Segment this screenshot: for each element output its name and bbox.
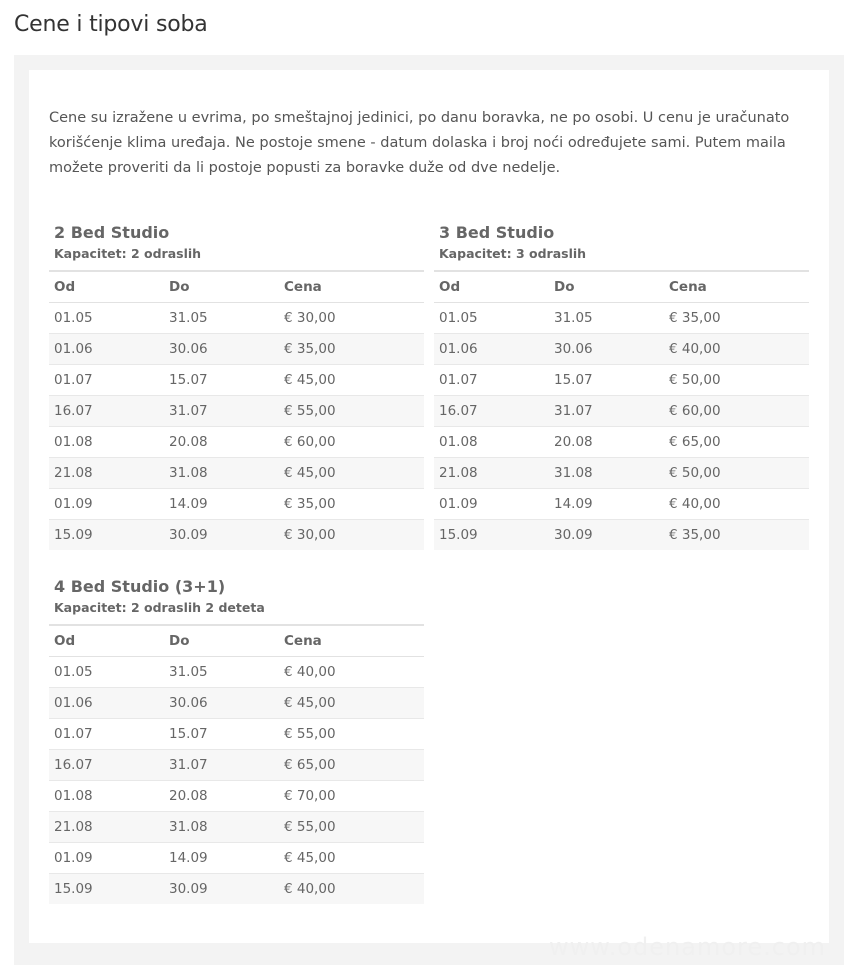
price-cell: € 55,00 [279,395,424,426]
table-row [434,395,809,426]
price-cell: € 30,00 [279,519,424,550]
column-header-do: Do [164,625,279,656]
table-row [434,519,809,550]
price-cell: € 50,00 [664,457,809,488]
price-cell: € 35,00 [664,302,809,333]
table-row [49,687,424,718]
date-to-cell: 30.09 [164,873,279,904]
column-header-do: Do [164,271,279,302]
price-table-header [434,271,809,302]
table-row [49,457,424,488]
table-row [49,395,424,426]
date-from-cell: 16.07 [49,395,164,426]
price-cell: € 60,00 [279,426,424,457]
date-to-cell: 20.08 [549,426,664,457]
price-cell: € 45,00 [279,364,424,395]
price-cell: € 30,00 [279,302,424,333]
price-cell: € 60,00 [664,395,809,426]
price-cell: € 40,00 [664,488,809,519]
price-cell: € 55,00 [279,811,424,842]
date-to-cell: 31.08 [549,457,664,488]
date-from-cell: 01.09 [49,488,164,519]
table-row [49,811,424,842]
column-header-od: Od [434,271,549,302]
date-from-cell: 01.07 [49,364,164,395]
table-row [49,656,424,687]
price-cell: € 45,00 [279,842,424,873]
price-cell: € 35,00 [279,488,424,519]
date-to-cell: 31.08 [164,811,279,842]
price-cell: € 45,00 [279,687,424,718]
date-to-cell: 31.07 [549,395,664,426]
table-row [49,873,424,904]
date-from-cell: 01.06 [434,333,549,364]
price-cell: € 40,00 [664,333,809,364]
date-from-cell: 01.08 [49,426,164,457]
watermark: www.odenamore.com [549,933,826,961]
table-row [434,302,809,333]
date-to-cell: 15.07 [164,718,279,749]
date-to-cell: 31.05 [164,302,279,333]
table-row [434,333,809,364]
table-row [49,364,424,395]
column-header-do: Do [549,271,664,302]
price-cell: € 50,00 [664,364,809,395]
date-to-cell: 31.05 [549,302,664,333]
date-from-cell: 21.08 [49,811,164,842]
date-to-cell: 30.06 [164,687,279,718]
room-4-bed-studio [49,576,424,904]
table-row [49,426,424,457]
table-row [434,364,809,395]
date-from-cell: 01.08 [49,780,164,811]
price-cell: € 65,00 [279,749,424,780]
date-to-cell: 31.05 [164,656,279,687]
column-header-od: Od [49,625,164,656]
date-to-cell: 14.09 [164,488,279,519]
content-card [29,70,829,943]
price-table [434,270,809,550]
date-from-cell: 16.07 [49,749,164,780]
date-to-cell: 31.08 [164,457,279,488]
date-from-cell: 01.07 [434,364,549,395]
date-from-cell: 16.07 [434,395,549,426]
table-row [49,780,424,811]
date-from-cell: 01.08 [434,426,549,457]
intro-text: Cene su izražene u evrima, po smeštajnoj jedinici, po danu boravka, ne po osobi. U cenu je uračunato korišćenje klima uređaja. Ne postoje smene - datum dolaska i broj noći određujete sami. Putem maila možete proveriti da li postoje popusti za boravke duže od dve nedelje. [49,110,790,176]
price-cell: € 40,00 [279,656,424,687]
date-from-cell: 01.09 [434,488,549,519]
table-row [49,842,424,873]
date-to-cell: 30.06 [549,333,664,364]
date-from-cell: 21.08 [434,457,549,488]
date-to-cell: 30.09 [549,519,664,550]
date-from-cell: 01.05 [49,656,164,687]
price-cell: € 45,00 [279,457,424,488]
date-from-cell: 01.09 [49,842,164,873]
column-header-cena: Cena [664,271,809,302]
price-table-header [49,625,424,656]
table-row [434,426,809,457]
date-from-cell: 01.05 [49,302,164,333]
date-to-cell: 20.08 [164,426,279,457]
price-table-header [49,271,424,302]
room-capacity: Kapacitet: 2 odraslih [54,246,202,261]
date-from-cell: 01.07 [49,718,164,749]
price-cell: € 55,00 [279,718,424,749]
date-to-cell: 15.07 [549,364,664,395]
table-row [49,488,424,519]
table-row [49,333,424,364]
room-capacity: Kapacitet: 2 odraslih 2 deteta [54,600,265,615]
date-from-cell: 15.09 [434,519,549,550]
table-row [49,718,424,749]
price-cell: € 65,00 [664,426,809,457]
content-frame [14,55,844,965]
date-to-cell: 20.08 [164,780,279,811]
table-row [49,749,424,780]
date-to-cell: 30.09 [164,519,279,550]
price-cell: € 70,00 [279,780,424,811]
room-capacity: Kapacitet: 3 odraslih [439,246,587,261]
room-3-bed-studio [434,222,809,550]
date-to-cell: 14.09 [549,488,664,519]
page-title: Cene i tipovi soba [14,12,208,37]
table-row [434,488,809,519]
date-from-cell: 01.06 [49,333,164,364]
room-2-bed-studio [49,222,424,550]
table-row [49,519,424,550]
price-cell: € 35,00 [664,519,809,550]
price-cell: € 35,00 [279,333,424,364]
date-to-cell: 15.07 [164,364,279,395]
date-to-cell: 31.07 [164,395,279,426]
room-title: 3 Bed Studio [439,223,555,242]
date-from-cell: 01.06 [49,687,164,718]
date-to-cell: 31.07 [164,749,279,780]
column-header-cena: Cena [279,625,424,656]
price-table [49,624,424,904]
room-title: 2 Bed Studio [54,223,170,242]
price-table [49,270,424,550]
table-row [49,302,424,333]
room-title: 4 Bed Studio (3+1) [54,577,226,596]
column-header-cena: Cena [279,271,424,302]
date-from-cell: 15.09 [49,519,164,550]
date-from-cell: 15.09 [49,873,164,904]
date-from-cell: 21.08 [49,457,164,488]
date-to-cell: 30.06 [164,333,279,364]
table-row [434,457,809,488]
price-cell: € 40,00 [279,873,424,904]
date-to-cell: 14.09 [164,842,279,873]
date-from-cell: 01.05 [434,302,549,333]
column-header-od: Od [49,271,164,302]
